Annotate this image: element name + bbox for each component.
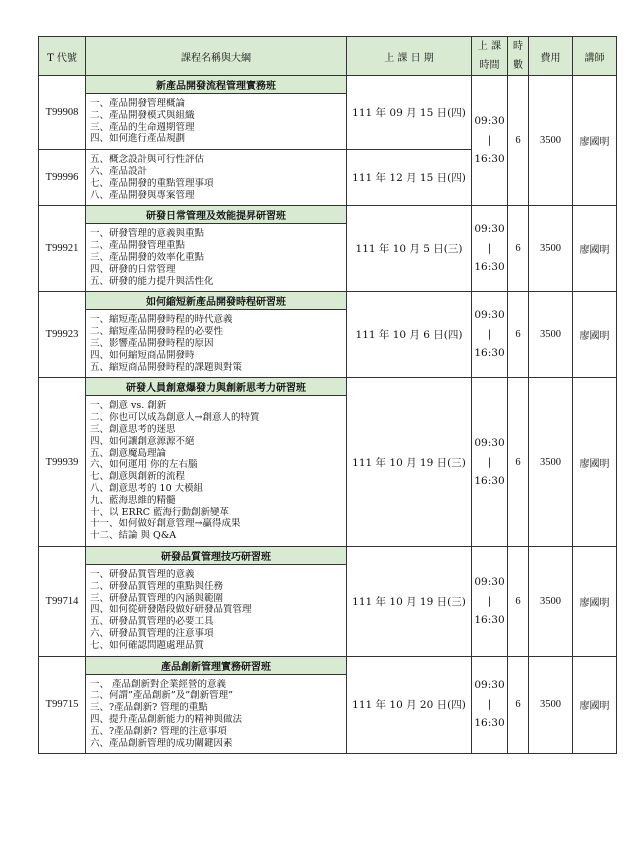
course-date: 111 年 12 月 15 日(四) [347,150,472,206]
class-time-cell [472,378,508,547]
course-date: 111 年 10 月 19 日(三) [347,546,472,656]
course-title: 新產品開發流程管理實務班 [86,76,347,94]
course-outline [86,396,347,547]
course-title: 研發品質管理技巧研習班 [86,546,347,564]
header-row [39,37,617,76]
outline-item: 七、如何確認問題處理品質 [90,639,205,651]
course-title: 產品創新管理實務研習班 [86,656,347,674]
outline-item: 五、縮短商品開發時程的課題與對策 [90,361,243,373]
course-code: T99939 [39,378,86,547]
outline-item: 四、如何從研發階段做好研發品質管理 [90,604,252,616]
header-time-line1: 上 課 [477,41,502,52]
class-time-time-end: 16:30 [474,153,505,166]
course-code: T99715 [39,656,86,754]
outline-item: 七、創意與創新的流程 [90,471,186,483]
header-hours-line1: 時 [513,41,523,52]
outline-item: 一、產品開發管理概論 [90,98,186,109]
outline-item: 六、如何運用 你的左右腦 [90,459,198,471]
header-date: 上 課 日 期 [347,37,472,76]
class-time-time-end: 16:30 [474,717,505,730]
class-fee: 3500 [529,378,573,547]
outline-item: 四、如何縮短商品開發時 [90,349,195,361]
course-schedule-table [38,36,617,754]
class-time-cell [472,206,508,292]
outline-item: 四、提升產品創新能力的精神與做法 [90,713,243,725]
outline-item: 六、產品設計 [90,165,148,177]
class-time-time-end: 16:30 [474,613,505,626]
course-title-row [39,76,617,94]
header-hours-line2: 數 [513,60,523,71]
class-fee: 3500 [529,292,573,378]
outline-item: 九、藍海思維的精髓 [90,494,176,506]
class-fee: 3500 [529,76,573,206]
outline-item: 十二、結論 與 Q&A [90,530,177,542]
class-teacher: 廖國明 [573,656,617,754]
class-hours: 6 [508,76,529,206]
outline-item: 三、影響產品開發時程的原因 [90,337,214,349]
outline-item: 三、產品開發的效率化重點 [90,251,205,263]
outline-item: 五、創意魔島理論 [90,447,167,459]
class-teacher: 廖國明 [573,546,617,656]
outline-item: 三、創意思考的迷思 [90,423,176,435]
class-time-cell [472,76,508,206]
outline-item: 十一、如何做好創意管理→贏得成果 [90,518,241,530]
class-time-time-start: 09:30 [474,309,505,322]
course-title: 研發人員創意爆發力與創新思考力研習班 [86,378,347,396]
class-time-cell [472,292,508,378]
class-time-time-sep: | [487,594,492,607]
course-title-row [39,656,617,674]
course-title: 研發日常管理及效能提昇研習班 [86,206,347,224]
outline-item: 一、縮短產品開發時程的時代意義 [90,314,233,326]
course-date: 111 年 10 月 5 日(三) [347,206,472,292]
course-code: T99921 [39,206,86,292]
course-date: 111 年 10 月 19 日(三) [347,378,472,547]
course-date: 111 年 09 月 15 日(四) [347,76,472,150]
course-date: 111 年 10 月 20 日(四) [347,656,472,754]
class-fee: 3500 [529,546,573,656]
outline-item: 十、以 ERRC 藍海行動創新變革 [90,506,230,518]
class-time-time-end: 16:30 [474,261,505,274]
class-time-time-start: 09:30 [474,436,505,449]
outline-item: 五、研發品質管理的必要工具 [90,616,214,628]
class-hours: 6 [508,546,529,656]
class-time-time-start: 09:30 [474,115,505,128]
outline-item: 一、 產品創新對企業經營的意義 [90,678,227,690]
outline-item: 六、研發品質管理的注意事項 [90,627,214,639]
outline-item: 二、何謂”產品創新”及”創新管理” [90,690,233,702]
header-time-line2: 時間 [479,60,500,71]
outline-item: 七、產品開發的重點管理事項 [90,177,214,189]
class-teacher: 廖國明 [573,292,617,378]
outline-item: 二、產品開發管理重點 [90,240,186,252]
course-title: 如何縮短新產品開發時程研習班 [86,292,347,310]
course-outline [86,94,347,150]
outline-item: 六、產品創新管理的成功關鍵因素 [90,737,233,749]
outline-item: 二、研發品質管理的重點與任務 [90,580,224,592]
class-hours: 6 [508,206,529,292]
outline-item: 二、產品開發模式與組織 [90,109,195,121]
class-hours: 6 [508,292,529,378]
course-outline [86,224,347,292]
class-time-time-sep: | [487,698,492,711]
class-time-time-sep: | [487,455,492,468]
class-time-time-end: 16:30 [474,474,505,487]
outline-item: 五、研發的能力提升與活性化 [90,275,214,287]
course-outline [86,564,347,656]
class-hours: 6 [508,378,529,547]
course-rows [39,76,617,754]
header-code: T 代號 [39,37,86,76]
class-time-time-sep: | [487,134,492,147]
class-hours: 6 [508,656,529,754]
class-teacher: 廖國明 [573,206,617,292]
course-date: 111 年 10 月 6 日(四) [347,292,472,378]
course-code: T99908 [39,76,86,150]
outline-item: 四、如何進行產品規劃 [90,133,186,145]
class-time-time-start: 09:30 [474,575,505,588]
outline-item: 八、創意思考的 10 大模組 [90,482,204,494]
outline-item: 三、研發品質管理的內涵與範圍 [90,592,224,604]
class-time-time-sep: | [487,242,492,255]
class-teacher: 廖國明 [573,378,617,547]
class-time-cell [472,546,508,656]
outline-item: 五、?產品創新? 管理的注意事項 [90,725,227,737]
course-title-row [39,546,617,564]
outline-item: 五、概念設計與可行性評估 [90,154,205,166]
class-time-time-start: 09:30 [474,679,505,692]
class-teacher: 廖國明 [573,76,617,206]
header-course-name: 課程名稱與大綱 [86,37,347,76]
class-fee: 3500 [529,206,573,292]
course-title-row [39,206,617,224]
course-code: T99996 [39,150,86,206]
course-code: T99714 [39,546,86,656]
header-fee: 費用 [529,37,573,76]
outline-item: 四、如何讓創意源源不絕 [90,435,195,447]
header-teacher: 講師 [573,37,617,76]
outline-item: 三、產品的生命週期管理 [90,121,195,133]
class-time-cell [472,656,508,754]
outline-item: 二、你也可以成為創意人→創意人的特質 [90,412,260,424]
course-outline [86,150,347,206]
header-hours [508,37,529,76]
class-time-time-end: 16:30 [474,347,505,360]
header-time [472,37,508,76]
outline-item: 四、研發的日常管理 [90,263,176,275]
course-code: T99923 [39,292,86,378]
course-outline [86,674,347,754]
outline-item: 三、?產品創新? 管理的重點 [90,702,208,714]
outline-item: 一、研發管理的意義與重點 [90,228,205,240]
outline-item: 二、縮短產品開發時程的必要性 [90,326,224,338]
class-time-time-start: 09:30 [474,223,505,236]
course-outline [86,310,347,378]
class-fee: 3500 [529,656,573,754]
outline-item: 一、研發品質管理的意義 [90,568,195,580]
outline-item: 八、產品開發與專案管理 [90,189,195,201]
course-title-row [39,378,617,396]
class-time-time-sep: | [487,328,492,341]
course-title-row [39,292,617,310]
outline-item: 一、創意 vs. 創新 [90,400,167,412]
